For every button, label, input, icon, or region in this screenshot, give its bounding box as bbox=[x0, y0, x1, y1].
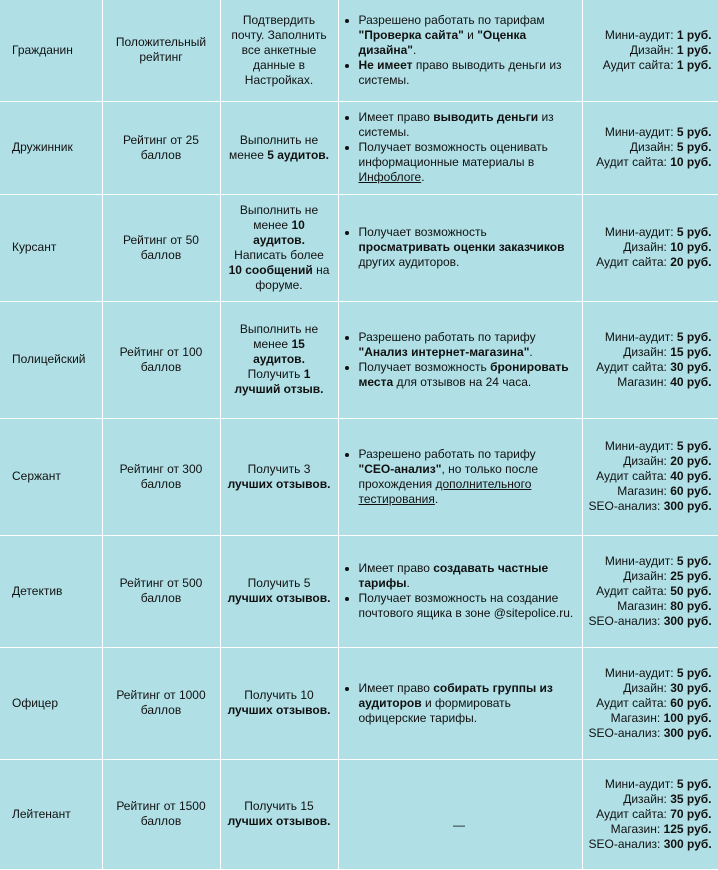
rank-row bbox=[0, 194, 718, 301]
rank-name: Детектив bbox=[0, 535, 102, 647]
text-run: Получить 3 bbox=[247, 461, 311, 476]
price-line bbox=[589, 140, 712, 155]
price-label: Дизайн: bbox=[623, 791, 667, 806]
price-value: 300 руб. bbox=[663, 725, 712, 740]
price-label: Дизайн: bbox=[623, 568, 667, 583]
privilege-item bbox=[359, 13, 574, 58]
rank-row bbox=[0, 0, 718, 101]
price-line bbox=[589, 726, 712, 741]
bold-text: собирать группы из аудиторов bbox=[358, 680, 553, 710]
price-label: Дизайн: bbox=[629, 42, 674, 57]
text-run: Имеет право bbox=[358, 110, 434, 124]
rank-name: Дружинник bbox=[0, 101, 102, 194]
privilege-item bbox=[359, 330, 574, 360]
bold-text: 10 сообщений bbox=[228, 262, 313, 277]
rank-privileges bbox=[338, 0, 582, 101]
privileges-list bbox=[345, 681, 574, 726]
price-label: SEO-анализ: bbox=[588, 613, 661, 628]
price-label: Аудит сайта: bbox=[596, 255, 667, 269]
price-label: Магазин: bbox=[617, 484, 667, 498]
price-value: 5 руб. bbox=[676, 329, 712, 344]
privileges-list bbox=[345, 447, 574, 507]
price-value: 80 руб. bbox=[670, 598, 712, 613]
price-value: 100 руб. bbox=[663, 710, 712, 725]
rank-row bbox=[0, 301, 718, 418]
bold-text: лучших отзывов. bbox=[227, 814, 331, 828]
rating-requirement: Положительный рейтинг bbox=[102, 0, 220, 101]
privileges-list bbox=[345, 561, 574, 621]
price-value: 300 руб. bbox=[663, 499, 712, 513]
bold-text: 15 аудитов. bbox=[253, 337, 305, 366]
empty-dash: — bbox=[453, 817, 465, 832]
price-label: Аудит сайта: bbox=[596, 359, 667, 374]
privileges-list bbox=[345, 110, 574, 185]
privileges-list bbox=[345, 225, 574, 270]
price-line bbox=[589, 569, 712, 584]
price-label: Дизайн: bbox=[623, 240, 667, 254]
privilege-item bbox=[359, 58, 574, 88]
text-run: Получает возможность bbox=[358, 225, 487, 239]
price-line bbox=[589, 58, 712, 73]
price-line bbox=[589, 484, 712, 499]
price-label: SEO-анализ: bbox=[588, 499, 661, 513]
rank-privileges bbox=[338, 647, 582, 759]
price-value: 20 руб. bbox=[670, 454, 712, 468]
price-label: Аудит сайта: bbox=[596, 695, 667, 710]
price-line bbox=[589, 225, 712, 240]
price-value: 40 руб. bbox=[670, 469, 712, 483]
privileges-list bbox=[345, 13, 574, 88]
price-list bbox=[582, 759, 718, 869]
text-run: право выводить деньги из системы. bbox=[358, 57, 562, 87]
price-value: 70 руб. bbox=[670, 806, 712, 821]
price-value: 35 руб. bbox=[670, 791, 712, 806]
price-list bbox=[582, 101, 718, 194]
rating-requirement: Рейтинг от 300 баллов bbox=[102, 418, 220, 535]
price-line bbox=[589, 43, 712, 58]
bold-text: Не имеет bbox=[358, 57, 413, 72]
price-value: 125 руб. bbox=[663, 821, 712, 836]
price-label: Мини-аудит: bbox=[604, 553, 674, 568]
task-requirement bbox=[220, 194, 338, 301]
task-requirement bbox=[220, 535, 338, 647]
price-value: 300 руб. bbox=[663, 836, 712, 851]
rank-privileges bbox=[338, 535, 582, 647]
text-run: Выполнить не менее bbox=[239, 322, 319, 351]
price-value: 30 руб. bbox=[670, 680, 712, 695]
price-label: Мини-аудит: bbox=[604, 27, 674, 42]
rank-name: Гражданин bbox=[0, 0, 102, 101]
price-line bbox=[589, 777, 712, 792]
rank-name: Курсант bbox=[0, 194, 102, 301]
rank-row bbox=[0, 647, 718, 759]
price-line bbox=[589, 360, 712, 375]
price-label: Аудит сайта: bbox=[602, 57, 674, 72]
privilege-item bbox=[359, 561, 574, 591]
price-value: 1 руб. bbox=[676, 57, 712, 72]
text-run: Имеет право bbox=[358, 680, 434, 695]
price-line bbox=[589, 599, 712, 614]
text-run: и bbox=[463, 27, 478, 42]
privilege-item bbox=[359, 140, 574, 185]
text-run: и формировать офицерские тарифы. bbox=[358, 695, 511, 725]
rating-requirement: Рейтинг от 100 баллов bbox=[102, 301, 220, 418]
privilege-item bbox=[359, 110, 574, 140]
text-run: . bbox=[412, 42, 417, 57]
price-value: 5 руб. bbox=[676, 140, 712, 154]
text-run: Получает возможность на создание почтового ящика в зоне @sitepolice.ru. bbox=[358, 591, 574, 620]
privilege-item bbox=[359, 447, 574, 507]
text-run: . bbox=[406, 576, 410, 590]
price-label: Магазин: bbox=[610, 821, 661, 836]
rank-row bbox=[0, 759, 718, 869]
price-list bbox=[582, 535, 718, 647]
text-run: . bbox=[434, 491, 439, 506]
bold-text: просматривать оценки заказчиков bbox=[358, 240, 565, 254]
price-line bbox=[589, 554, 712, 569]
privilege-item bbox=[359, 360, 574, 390]
text-run: Выполнить не менее bbox=[228, 132, 319, 162]
privilege-item bbox=[359, 225, 574, 270]
bold-text: создавать частные тарифы bbox=[358, 561, 549, 590]
price-label: Магазин: bbox=[610, 710, 661, 725]
price-label: Аудит сайта: bbox=[596, 583, 667, 598]
price-label: Дизайн: bbox=[623, 454, 667, 468]
text-run: Подтвердить почту. Заполнить все анкетные данные в Настройках. bbox=[231, 12, 327, 87]
price-label: SEO-анализ: bbox=[588, 836, 661, 851]
price-line bbox=[589, 666, 712, 681]
price-line bbox=[589, 375, 712, 390]
price-value: 25 руб. bbox=[670, 568, 712, 583]
rank-privileges bbox=[338, 194, 582, 301]
link-text[interactable]: Инфоблоге bbox=[358, 170, 422, 184]
task-requirement bbox=[220, 301, 338, 418]
price-line bbox=[589, 696, 712, 711]
price-line bbox=[589, 469, 712, 484]
price-label: Дизайн: bbox=[629, 140, 674, 154]
bold-text: "Анализ интернет-магазина" bbox=[358, 344, 530, 359]
rating-requirement: Рейтинг от 500 баллов bbox=[102, 535, 220, 647]
price-value: 15 руб. bbox=[670, 344, 712, 359]
price-line bbox=[589, 807, 712, 822]
price-value: 10 руб. bbox=[670, 155, 712, 169]
bold-text: 1 лучший отзыв. bbox=[234, 367, 324, 396]
price-label: Мини-аудит: bbox=[604, 439, 674, 453]
price-line bbox=[589, 155, 712, 170]
text-run: Получить bbox=[247, 367, 304, 381]
task-requirement bbox=[220, 759, 338, 869]
price-value: 1 руб. bbox=[676, 42, 712, 57]
price-line bbox=[589, 614, 712, 629]
text-run: . bbox=[529, 344, 533, 359]
price-list bbox=[582, 0, 718, 101]
rank-privileges bbox=[338, 301, 582, 418]
price-value: 1 руб. bbox=[676, 27, 712, 42]
bold-text: выводить деньги bbox=[433, 110, 539, 124]
privileges-list bbox=[345, 330, 574, 390]
price-line bbox=[589, 822, 712, 837]
rank-name: Офицер bbox=[0, 647, 102, 759]
privilege-item bbox=[359, 681, 574, 726]
text-run: Получить 10 bbox=[244, 688, 314, 702]
price-value: 60 руб. bbox=[670, 695, 712, 710]
text-run: Имеет право bbox=[358, 561, 434, 575]
bold-text: лучших отзывов. bbox=[227, 703, 331, 717]
bold-text: лучших отзывов. bbox=[227, 476, 331, 491]
text-run: на форуме. bbox=[255, 262, 330, 292]
text-run: Получить 5 bbox=[247, 576, 311, 590]
price-label: Аудит сайта: bbox=[596, 155, 667, 169]
price-value: 5 руб. bbox=[676, 776, 712, 791]
task-requirement bbox=[220, 0, 338, 101]
bold-text: лучших отзывов. bbox=[227, 591, 331, 605]
price-line bbox=[589, 711, 712, 726]
price-value: 40 руб. bbox=[670, 374, 712, 389]
rank-name: Лейтенант bbox=[0, 759, 102, 869]
price-value: 20 руб. bbox=[670, 255, 712, 269]
text-run: , но только после прохождения bbox=[358, 461, 539, 491]
price-label: Мини-аудит: bbox=[604, 225, 674, 239]
rating-requirement: Рейтинг от 50 баллов bbox=[102, 194, 220, 301]
bold-text: 5 аудитов. bbox=[267, 147, 330, 162]
price-list bbox=[582, 301, 718, 418]
text-run: для отзывов на 24 часа. bbox=[393, 374, 532, 389]
rank-name: Полицейский bbox=[0, 301, 102, 418]
text-run: Получить 15 bbox=[244, 799, 314, 813]
text-run: Выполнить не менее bbox=[239, 202, 319, 232]
price-label: Мини-аудит: bbox=[604, 125, 674, 139]
price-label: Дизайн: bbox=[623, 680, 667, 695]
price-value: 5 руб. bbox=[676, 225, 712, 239]
price-label: Дизайн: bbox=[623, 344, 667, 359]
rating-requirement: Рейтинг от 25 баллов bbox=[102, 101, 220, 194]
price-label: Магазин: bbox=[617, 598, 667, 613]
price-label: SEO-анализ: bbox=[588, 725, 661, 740]
price-line bbox=[589, 255, 712, 270]
rank-row bbox=[0, 418, 718, 535]
text-run: Написать более bbox=[234, 247, 324, 262]
price-label: Аудит сайта: bbox=[596, 469, 667, 483]
price-list bbox=[582, 647, 718, 759]
link-text[interactable]: дополнительного тестирования bbox=[358, 476, 532, 506]
price-value: 5 руб. bbox=[676, 439, 712, 453]
rating-requirement: Рейтинг от 1500 баллов bbox=[102, 759, 220, 869]
price-list bbox=[582, 194, 718, 301]
text-run: других аудиторов. bbox=[358, 255, 460, 269]
price-line bbox=[589, 345, 712, 360]
rank-privileges bbox=[338, 759, 582, 869]
task-requirement bbox=[220, 101, 338, 194]
price-value: 50 руб. bbox=[670, 583, 712, 598]
bold-text: "СЕО-анализ" bbox=[358, 461, 442, 476]
price-value: 300 руб. bbox=[663, 613, 712, 628]
bold-text: бронировать места bbox=[358, 359, 569, 389]
rank-privileges bbox=[338, 418, 582, 535]
price-line bbox=[589, 28, 712, 43]
price-value: 30 руб. bbox=[670, 359, 712, 374]
price-line bbox=[589, 792, 712, 807]
price-label: Мини-аудит: bbox=[604, 329, 674, 344]
bold-text: 10 аудитов. bbox=[253, 217, 305, 247]
price-line bbox=[589, 330, 712, 345]
text-run: Получает возможность оценивать информационные материалы в bbox=[358, 140, 548, 169]
task-requirement bbox=[220, 418, 338, 535]
price-line bbox=[589, 584, 712, 599]
price-line bbox=[589, 439, 712, 454]
bold-text: "Проверка сайта" bbox=[358, 27, 464, 42]
task-requirement bbox=[220, 647, 338, 759]
price-label: Мини-аудит: bbox=[604, 776, 674, 791]
price-label: Магазин: bbox=[617, 374, 667, 389]
price-value: 60 руб. bbox=[670, 484, 712, 498]
price-line bbox=[589, 499, 712, 514]
bold-text: "Оценка дизайна" bbox=[358, 27, 527, 57]
text-run: из системы. bbox=[358, 110, 554, 139]
rank-row bbox=[0, 101, 718, 194]
privilege-item bbox=[359, 591, 574, 621]
rank-privileges bbox=[338, 101, 582, 194]
price-value: 5 руб. bbox=[676, 125, 712, 139]
text-run: Разрешено работать по тарифу bbox=[358, 446, 536, 461]
price-line bbox=[589, 681, 712, 696]
price-value: 5 руб. bbox=[676, 553, 712, 568]
text-run: Разрешено работать по тарифу bbox=[358, 329, 536, 344]
price-list bbox=[582, 418, 718, 535]
text-run: Получает возможность bbox=[358, 359, 491, 374]
price-line bbox=[589, 837, 712, 852]
price-value: 10 руб. bbox=[670, 240, 712, 254]
rating-requirement: Рейтинг от 1000 баллов bbox=[102, 647, 220, 759]
price-line bbox=[589, 240, 712, 255]
rank-name: Сержант bbox=[0, 418, 102, 535]
text-run: . bbox=[421, 170, 425, 184]
price-line bbox=[589, 125, 712, 140]
price-label: Мини-аудит: bbox=[604, 665, 674, 680]
text-run: Разрешено работать по тарифам bbox=[358, 12, 545, 27]
price-label: Аудит сайта: bbox=[596, 806, 667, 821]
price-line bbox=[589, 454, 712, 469]
price-value: 5 руб. bbox=[676, 665, 712, 680]
rank-row bbox=[0, 535, 718, 647]
